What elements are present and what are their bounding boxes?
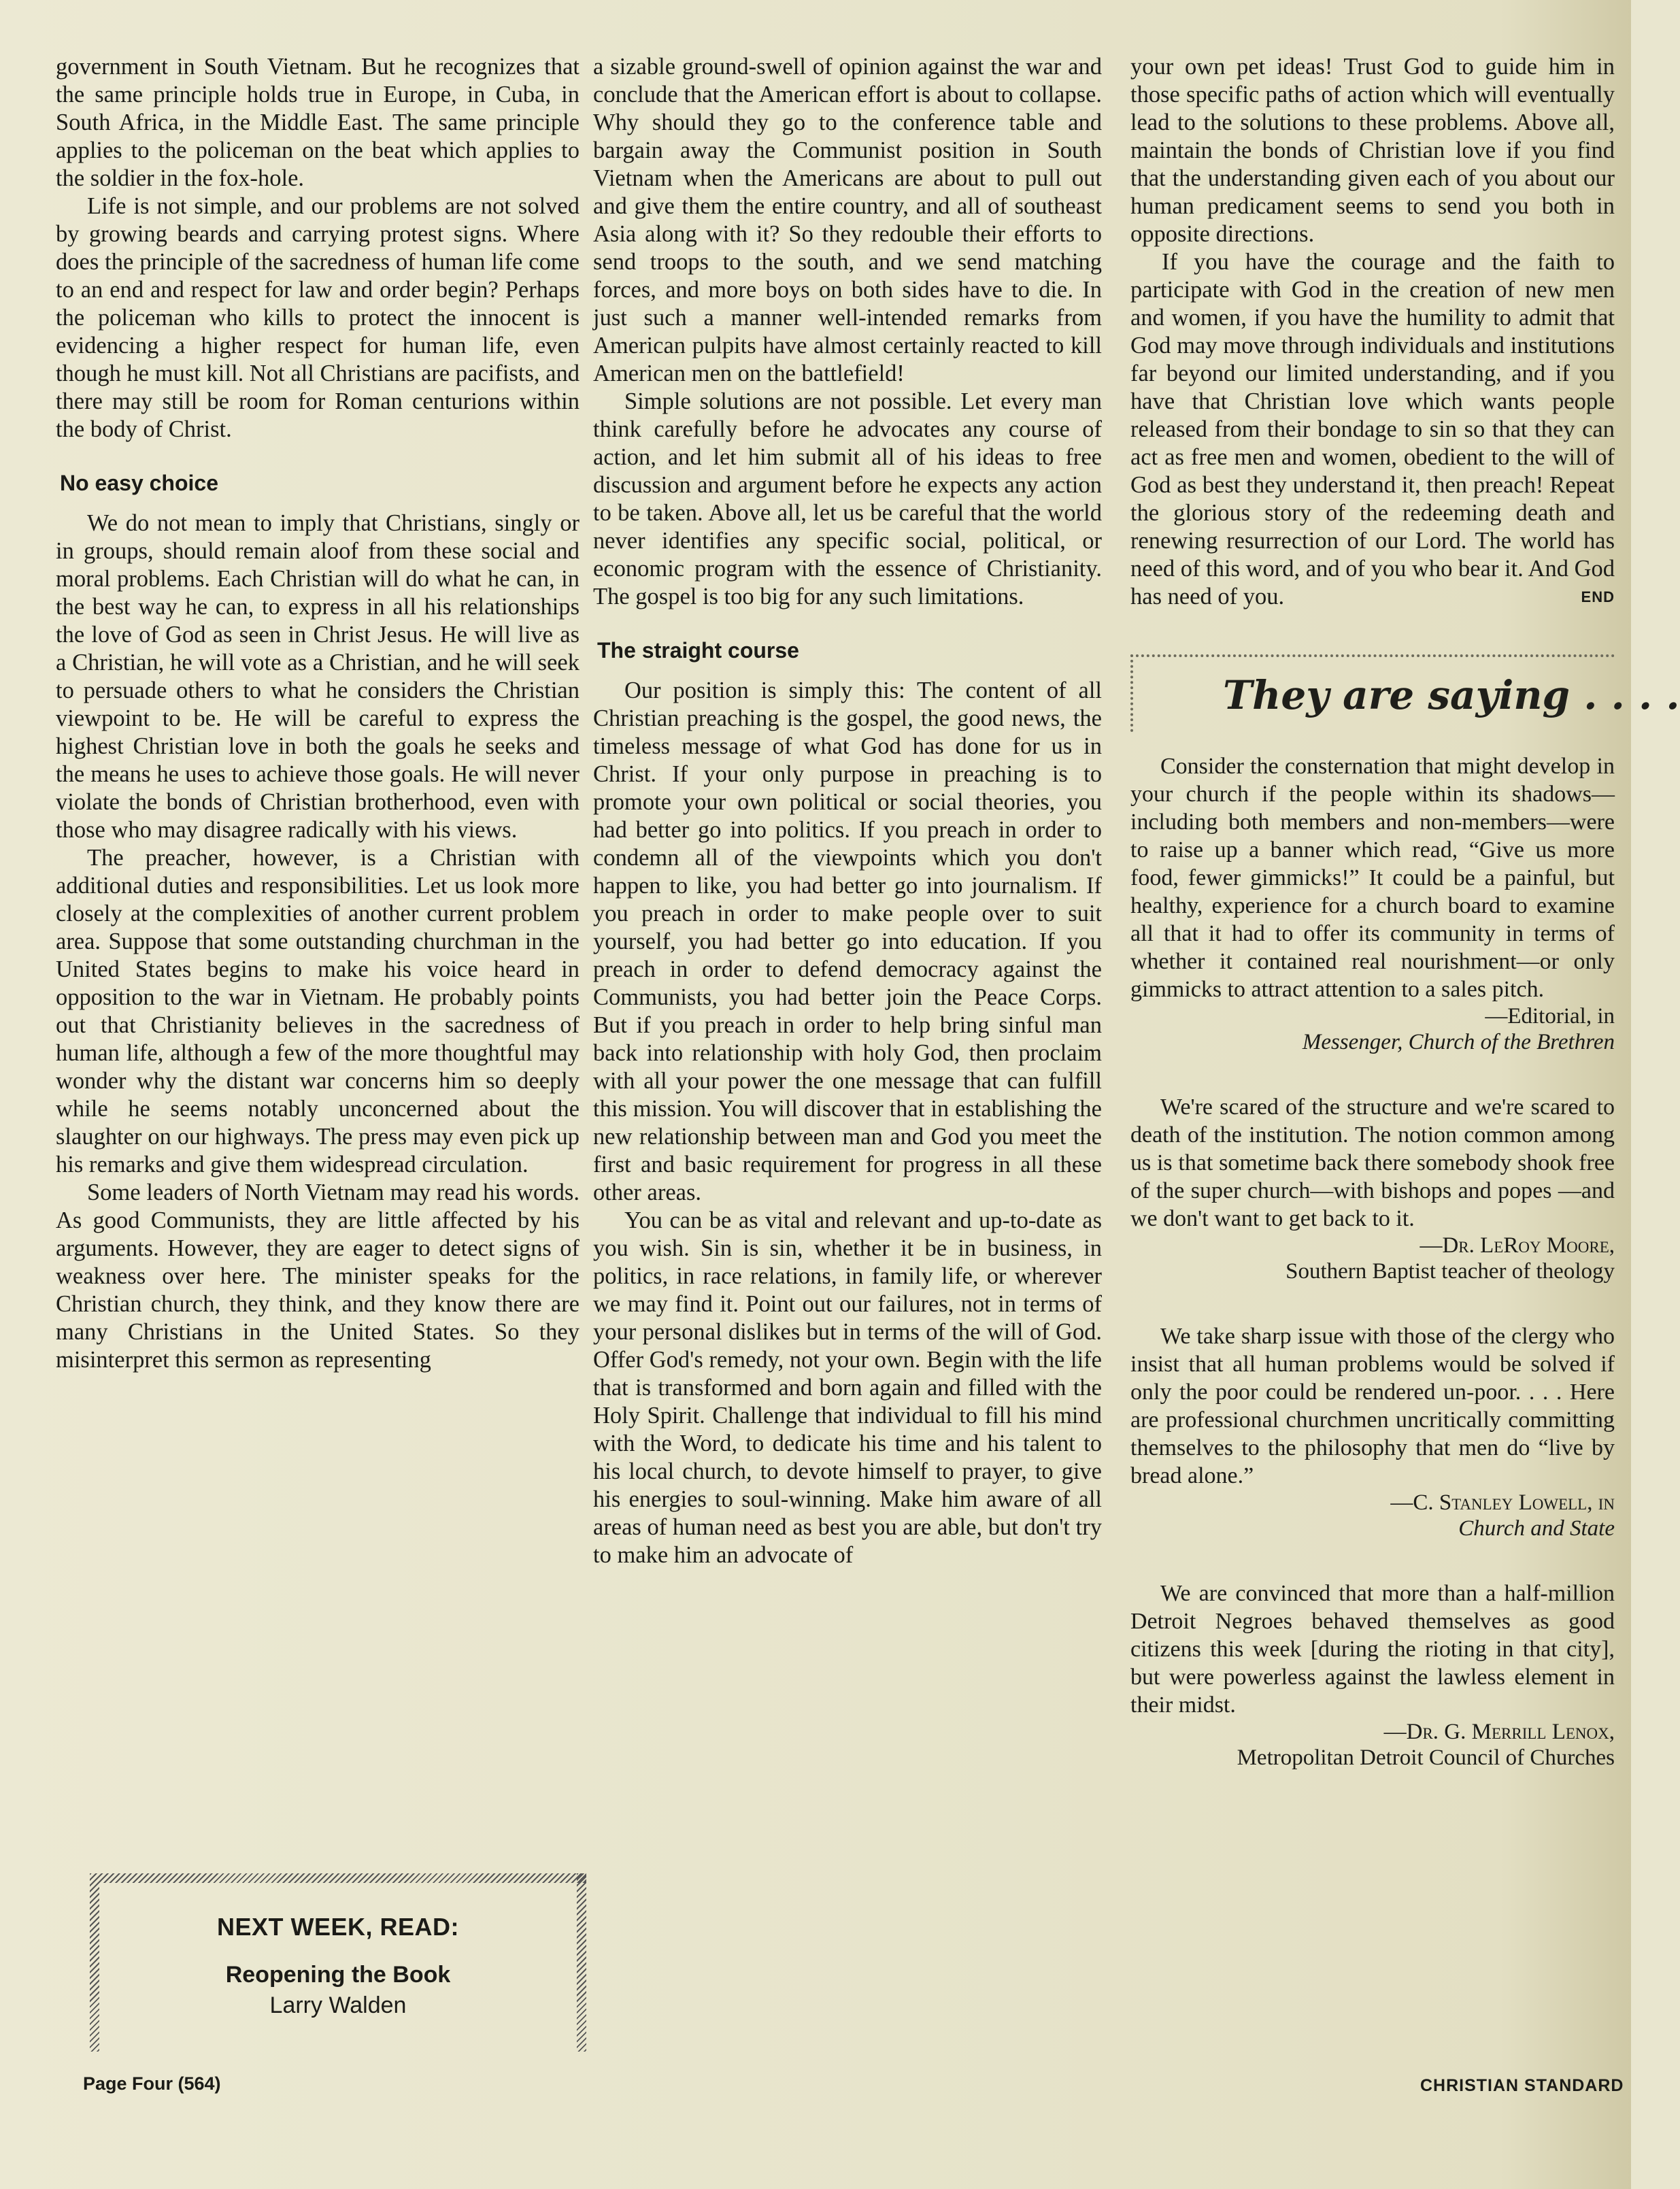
next-week-heading: NEXT WEEK, READ:	[216, 1913, 459, 1941]
quote-attribution: —Editorial, in	[1485, 1004, 1615, 1029]
paragraph: your own pet ideas! Trust God to guide him in those specific paths of action which will eventually lead to the solutions to these problems. Above all, maintain the bonds of Christian love if you find that the understanding given each of you about our human predicament seems to send you both in opposite directions.	[1130, 54, 1615, 247]
quote-attribution: —Dr. G. Merrill Lenox,	[1383, 1720, 1615, 1744]
quote-source: Southern Baptist teacher of theology	[1286, 1259, 1615, 1284]
quote-source: Metropolitan Detroit Council of Churches	[1237, 1745, 1615, 1770]
column-1	[56, 53, 579, 1374]
quote-text: We take sharp issue with those of the clergy who insist that all human problems would be solved if only the poor could be rendered un-poor. . . . Here are professional churchmen uncritically committing themselves to the philosophy that men do “live by bread alone.”	[1130, 1324, 1615, 1488]
publication-name: CHRISTIAN STANDARD	[1420, 2076, 1624, 2095]
end-mark: END	[1581, 588, 1615, 605]
column-2	[593, 53, 1102, 1569]
quote-source: Church and State	[1458, 1516, 1615, 1541]
next-week-title: Reopening the Book	[225, 1962, 451, 1988]
paragraph-text: If you have the courage and the faith to participate with God in the creation of new men and women, if you have the humility to admit that God may move through individuals and institutions far beyond our limited understanding, and if you have that Christian love which wants people released from their bondage to sin so that they can act as free men and women, obedient to the will of God as best they understand it, then preach! Repeat the glorious story of the redeeming death and renewing resurrection of our Lord. The world has need of this word, and of you who bear it. And God has need of you.	[1130, 249, 1615, 609]
paragraph: Our position is simply this: The content of all Christian preaching is the gospel, the good news, the timeless message of what God has done for us in Christ. If your only purpose in preaching is to promote your own political or social theories, you had better go into politics. If you preach in order to condemn all of the viewpoints which you don't happen to like, you had better go into journalism. If you preach in order to make people over to suit yourself, you had better go into education. If you preach in order to defend democracy against the Communists, you had better join the Peace Corps. But if you preach in order to help bring sinful man back into relationship with holy God, then proclaim with all your power the one message that can fulfill this mission. You will discover that in establishing the new relationship between man and God you meet the first and basic requirement for progress in all these other areas.	[593, 678, 1102, 1205]
page-number: Page Four (564)	[83, 2073, 221, 2094]
quote-attribution: —C. Stanley Lowell, in	[1390, 1490, 1615, 1515]
quote-text: Consider the consternation that might develop in your church if the people within its shadows—including both members and non-members—were to raise up a banner which read, “Give us more food, fewer gimmicks!” It could be a painful, but healthy, experience for a church board to examine all that it had to offer its community in terms of whether it contained real nourishment—or only gimmicks to attract attention to a sales pitch.	[1130, 754, 1615, 1002]
section-heading: No easy choice	[60, 471, 218, 495]
paragraph: Some leaders of North Vietnam may read his words. As good Communists, they are little affected by his arguments. However, they are eager to detect signs of weakness over here. The minister speaks for the Christian church, they think, and they know there are many Christians in the United States. So they misinterpret this sermon as representing	[56, 1180, 579, 1373]
paragraph: Life is not simple, and our problems are not solved by growing beards and carrying protest signs. Where does the principle of the sacredness of human life come to an end and respect for law and order begin? Perhaps the policeman who kills to protect the innocent is evidencing a higher respect for human life, even though he must kill. Not all Christians are pacifists, and there may still be room for Roman centurions within the body of Christ.	[56, 193, 579, 442]
sayings-header	[1130, 654, 1680, 732]
paragraph: We do not mean to imply that Christians, singly or in groups, should remain aloof from these social and moral problems. Each Christian will do what he can, in the best way he can, to express in all his relationships the love of God as seen in Christ Jesus. He will live as a Christian, he will vote as a Christian, and he will seek to persuade others to what he considers the Christian viewpoint to be. He will be careful to express the highest Christian love in both the goals he seeks and the means he uses to achieve those goals. He will never violate the bonds of Christian brotherhood, even with those who may disagree radically with his views.	[56, 510, 579, 843]
paragraph: The preacher, however, is a Christian with additional duties and responsibilities. Let us look more closely at the complexities of another current problem area. Suppose that some outstanding churchman in the United States begins to make his voice heard in opposition to the war in Vietnam. He probably points out that Christianity believes in the sacredness of human life, although a few of the more thoughtful may wonder why the distant war concerns him so deeply while he seems notably unconcerned about the slaughter on our highways. The press may even pick up his remarks and give them widespread circulation.	[56, 845, 579, 1177]
paragraph	[1130, 248, 1615, 611]
paragraph: Simple solutions are not possible. Let every man think carefully before he advocates any course of action, and let him submit all of his ideas to free discussion and argument before he expects any action to be taken. Above all, let us be careful that the world never identifies any specific social, political, or economic program with the essence of Christianity. The gospel is too big for any such limitations.	[593, 388, 1102, 609]
paragraph: You can be as vital and relevant and up-to-date as you wish. Sin is sin, whether it be in business, in politics, in race relations, in family life, or wherever we may find it. Point out our failures, not in terms of your personal dislikes but in terms of the will of God. Offer God's remedy, not your own. Begin with the life that is transformed and born again and filled with the Holy Spirit. Challenge that individual to fill his mind with the Word, to dedicate his time and his talent to his local church, to devote himself to prayer, to give his energies to soul-winning. Make him aware of all areas of human need as best you are able, but don't try to make him an advocate of	[593, 1207, 1102, 1568]
paragraph: government in South Vietnam. But he recognizes that the same principle holds true in Europe, in Cuba, in South Africa, in the Middle East. The same principle applies to the policeman on the beat which applies to the soldier in the fox-hole.	[56, 54, 579, 191]
quote-1	[1130, 752, 1615, 1055]
quote-2	[1130, 1093, 1615, 1284]
next-week-author: Larry Walden	[269, 1992, 407, 2018]
quote-source: Messenger, Church of the Brethren	[1302, 1030, 1615, 1054]
next-week-box	[80, 1864, 596, 2061]
sayings-title: They are saying . . . .	[1223, 672, 1680, 718]
paragraph: a sizable ground-swell of opinion against the war and conclude that the American effort is about to collapse. Why should they go to the conference table and bargain away the Communist position in South Vietnam when the Americans are about to pull out and give them the entire country, and all of southeast Asia along with it? So they redouble their efforts to send troops to the south, and we send matching forces, and more boys on both sides have to die. In just such a manner well-intended remarks from American pulpits have almost certainly reacted to kill American men on the battlefield!	[593, 54, 1102, 386]
column-3	[1130, 53, 1680, 1809]
quote-attribution: —Dr. LeRoy Moore,	[1419, 1233, 1615, 1258]
quote-text: We're scared of the structure and we're scared to death of the institution. The notion common among us is that sometime back there somebody shook free of the super church—with bishops and popes —and we don't want to get back to it.	[1130, 1094, 1615, 1231]
quote-4	[1130, 1580, 1615, 1771]
quote-3	[1130, 1322, 1615, 1541]
quote-text: We are convinced that more than a half-million Detroit Negroes behaved themselves as good citizens this week [during the rioting in that city], but were powerless against the lawless element in their midst.	[1130, 1581, 1615, 1718]
section-heading: The straight course	[597, 638, 799, 663]
